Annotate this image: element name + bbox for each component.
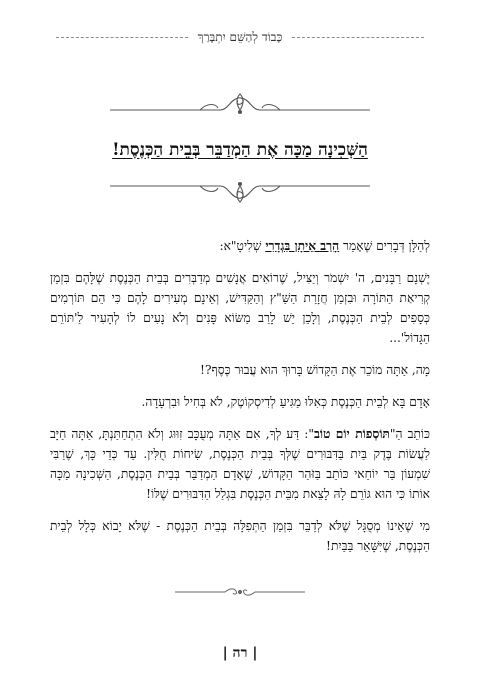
intro-lead: לְהַלָּן דְּבָרִים שֶׁאָמַר [343,239,430,253]
p4-lead: כּוֹתֵב הַ" [389,427,430,441]
header-divider-right [56,37,188,38]
header-divider-left [292,37,424,38]
intro-tail: שְׁלִיטָ"א: [219,239,262,253]
running-title: כָּבוֹד לְהַשֵּׁם יִתְבָּרַךְ [197,29,283,44]
divider-flourish-icon [170,585,310,599]
paragraph-3: אָדָם בָּא לְבֵית הַכְּנֶסֶת כְּאִלּוּ מַגִּיעַ לְדִיסְקוֹטֶק, לֹא בְּחִיל וּבִרְעָדָה. [141,395,430,409]
paragraph-2: מָה, אַתָּה מוֹכֵר אֶת הַקָּדוֹשׁ בָּרוּךְ הוּא עֲבוּר כֶּסֶף?! [200,363,430,377]
paragraph-1: יֶשְׁנָם רַבָּנִים, ה' יִשְׁמֹר וְיַצִּיל, שֶׁרוֹאִים אֲנָשִׁים מְדַבְּרִים בְּבֵית הַכְּנֶסֶת שֶׁלָּהֶם בִּזְמַן קְרִיאַת הַתּוֹרָה וּבִזְמַן חֲזָרַת הַשַּׁ"ץ וְהַקַּדִּישׁ, וְאֵינָם מְעִירִים לָהֶם כִּי הֵם תּוֹרְמִים כְּסָפִים לְבֵית הַכְּנֶסֶת, וְלָכֵן יֵשׁ לָרַב מַשּׂוֹא פָּנִים וְלֹא נָעִים לוֹ לְהָעִיר לַ'תּוֹרֵם הַגָּדוֹל'... [50,271,430,345]
title-ornament-bottom [90,180,390,206]
running-header [56,30,424,44]
title-ornament-top [90,90,390,116]
source-title: תּוֹסְפוֹת יוֹם טוֹב [313,427,390,441]
end-ornament [170,585,310,599]
paragraph-4 [50,424,430,504]
paragraph-5: מִי שֶׁאֵינוֹ מְסֻגָּל שֶׁלֹּא לְדַבֵּר בִּזְמַן הַתְּפִלָּה בְּבֵית הַכְּנֶסֶת - שֶׁלֹּא יָבוֹא כְּלָל לְבֵית הַכְּנֶסֶת, שֶׁיִּשָּׁאֵר בַּבַּיִת! [50,519,430,553]
flourish-top-icon [90,90,390,116]
flourish-bottom-icon [90,180,390,206]
intro-paragraph [50,236,430,256]
page-number: | רה | [222,645,258,661]
p4-body: ": דַּע לְךָ, אִם אַתָּה מְעֻכָּב זִוּוּג וְלֹא הִתְחַתַּנְתָּ, אַתָּה חַיָּב לַעֲשׂוֹת בֶּדֶק בַּיִת בַּדִּבּוּרִים שֶׁלְּךָ בְּבֵית הַכְּנֶסֶת, שִׂיחוֹת חֻלִּין. עַד כְּדֵי כָּךְ, שֶׁרַבִּי שִׁמְעוֹן בַּר יוֹחַאי כּוֹתֵב בַּזֹּהַר הַקָּדוֹשׁ, שֶׁאָדָם הַמְדַבֵּר בְּבֵית הַכְּנֶסֶת, הַשְּׁכִינָה מַכָּה אוֹתוֹ כִּי הוּא גּוֹרֵם לָהּ לָצֵאת מִבֵּית הַכְּנֶסֶת בִּגְלַל הַדִּבּוּרִים שֶׁלּוֹ! [50,427,430,501]
article-title: הַשְּׁכִינָה מַכָּה אֶת הַמְדַבֵּר בְּבֵית הַכְּנֶסֶת! [112,140,368,160]
speaker-name: הָרַב אֵיתָן בִּגְדָרִי [265,239,340,253]
article-body [50,236,430,568]
